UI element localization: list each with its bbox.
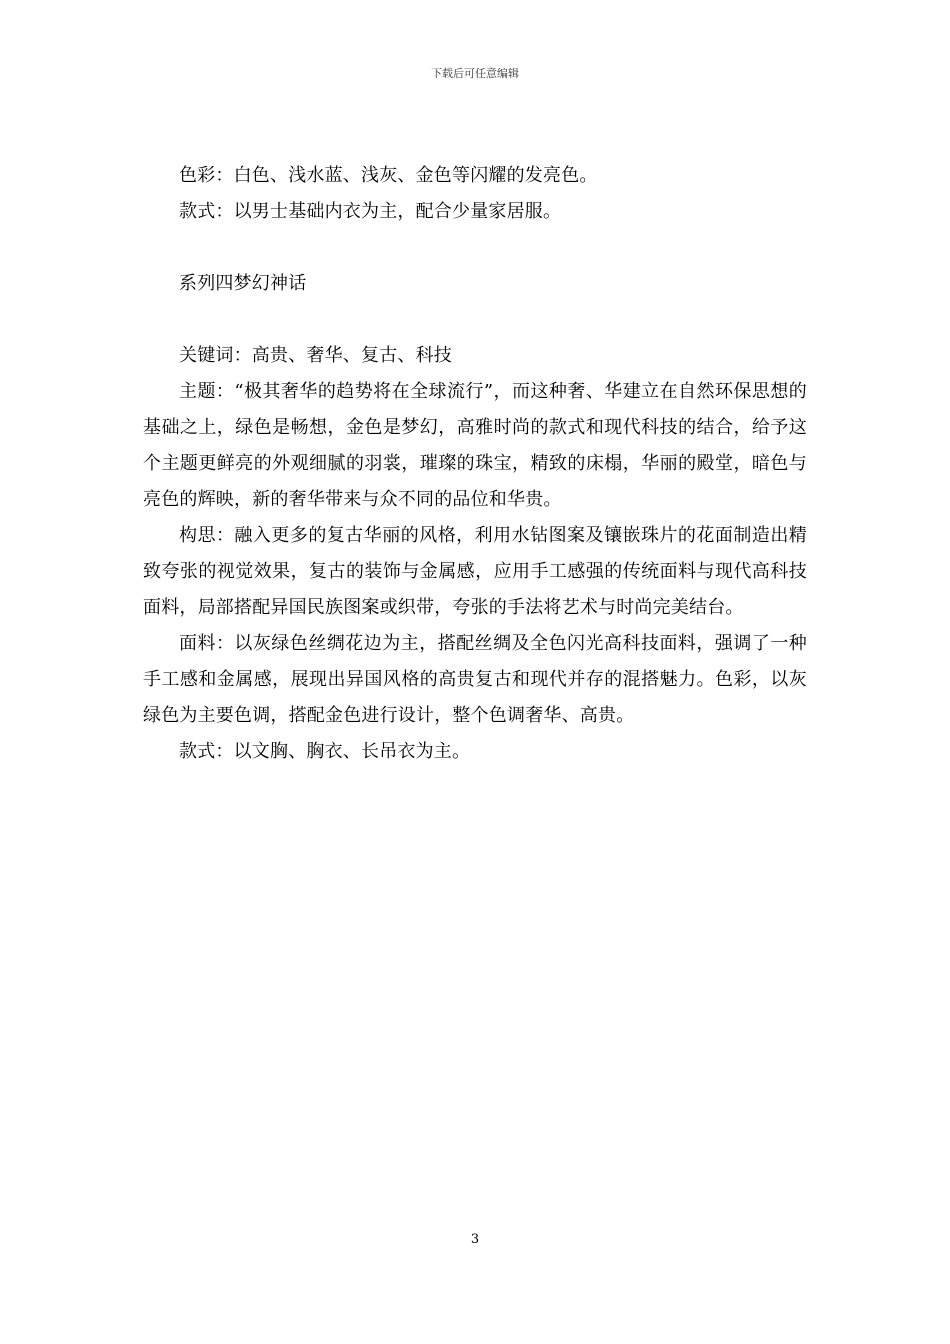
- paragraph-color: 色彩：白色、浅水蓝、浅灰、金色等闪耀的发亮色。: [179, 165, 598, 186]
- paragraph-keywords: 关键词：高贵、奢华、复古、科技: [179, 345, 452, 366]
- paragraph-concept: 构思：融入更多的复古华丽的风格，利用水钻图案及镶嵌珠片的花面制造出精致夸张的视觉效果，复古的装饰与金属感，应用手工感强的传统面料与现代高科技面料，局部搭配异国民族图案或织带，夸张的手法将艺术与时尚完美结台。: [143, 525, 807, 618]
- paragraph-style-2: 款式：以文胸、胸衣、长吊衣为主。: [179, 741, 471, 762]
- paragraph-theme: 主题：“极其奢华的趋势将在全球流行”，而这种奢、华建立在自然环保思想的基础之上，绿色是畅想，金色是梦幻，高雅时尚的款式和现代科技的结合，给予这个主题更鲜亮的外观细腻的羽裳，璀璨的珠宝，精致的床榻，华丽的殿堂，暗色与亮色的辉映，新的奢华带来与众不同的品位和华贵。: [143, 381, 807, 510]
- section-title: 系列四梦幻神话: [179, 273, 307, 294]
- page-number: 3: [470, 1232, 480, 1247]
- paragraph-fabric: 面料：以灰绿色丝绸花边为主，搭配丝绸及全色闪光高科技面料，强调了一种手工感和金属感，展现出异国风格的高贵复古和现代并存的混搭魅力。色彩，以灰绿色为主要色调，搭配金色进行设计，整个色调奢华、高贵。: [143, 633, 807, 726]
- page-header: 下载后可任意编辑: [431, 67, 519, 80]
- blank-line: [143, 302, 807, 338]
- document-body: [143, 158, 807, 770]
- blank-line: [143, 230, 807, 266]
- paragraph-style: 款式：以男士基础内衣为主，配合少量家居服。: [179, 201, 562, 222]
